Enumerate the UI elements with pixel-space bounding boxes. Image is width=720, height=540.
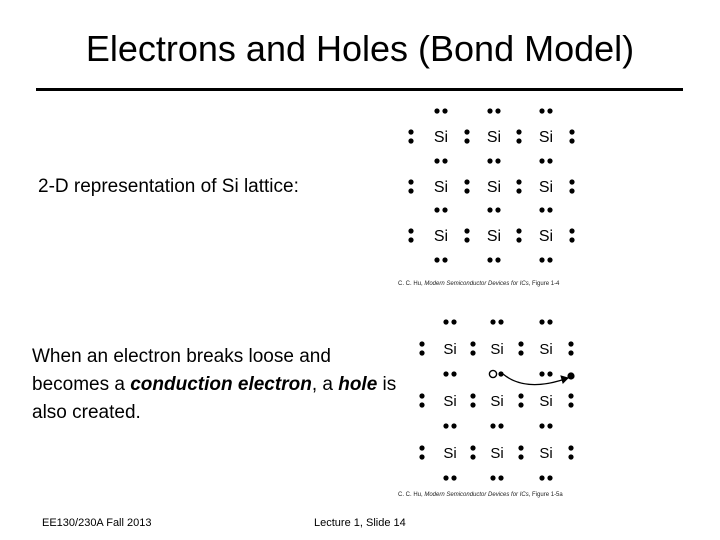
si-atom-label: Si xyxy=(486,179,502,196)
bond-electron-dot xyxy=(569,188,574,193)
bond-electron-dot xyxy=(442,207,447,212)
bond-electron-dot xyxy=(451,475,456,480)
bond-electron-dot xyxy=(490,319,495,324)
bond-electron-dot xyxy=(518,393,523,398)
bond-electron-dot xyxy=(498,319,503,324)
bond-electron-dot xyxy=(443,423,448,428)
bond-electron-dot xyxy=(495,207,500,212)
si-atom-label: Si xyxy=(539,341,553,358)
footer-slide-number: Lecture 1, Slide 14 xyxy=(314,517,406,529)
bond-electron-dot xyxy=(408,188,413,193)
bond-electron-dot xyxy=(443,475,448,480)
bond-electron-dot xyxy=(464,138,469,143)
bond-electron-dot xyxy=(419,445,424,450)
si-atom-label: Si xyxy=(490,393,504,410)
bond-electron-dot xyxy=(408,138,413,143)
title-underline xyxy=(36,88,683,91)
bond-electron-dot xyxy=(434,257,439,262)
hole-marker xyxy=(489,370,496,377)
bond-electron-dot xyxy=(408,179,413,184)
paragraph-part-1: When an electron breaks loose and becomes a xyxy=(32,346,331,395)
bond-electron-dot xyxy=(419,341,424,346)
paragraph-part-3: is also created. xyxy=(32,374,397,423)
bond-electron-dot xyxy=(568,393,573,398)
si-atom-label: Si xyxy=(443,393,457,410)
slide-title: Electrons and Holes (Bond Model) xyxy=(85,28,635,69)
term-hole: hole xyxy=(338,374,378,395)
bond-electron-dot xyxy=(547,207,552,212)
bond-electron-dot xyxy=(516,237,521,242)
bond-electron-dot xyxy=(547,257,552,262)
caption-1-figure: , Figure 1-4 xyxy=(528,281,560,287)
si-atom-label: Si xyxy=(443,445,457,462)
bond-electron-dot xyxy=(443,319,448,324)
free-electron xyxy=(567,372,574,379)
bond-electron-dot xyxy=(495,158,500,163)
bond-electron-dot xyxy=(498,475,503,480)
electron-hole-paragraph xyxy=(32,343,402,427)
bond-electron-dot xyxy=(470,350,475,355)
bond-electron-dot xyxy=(490,475,495,480)
bond-electron-dot xyxy=(547,371,552,376)
bond-electron-dot xyxy=(487,207,492,212)
bond-electron-dot xyxy=(516,138,521,143)
si-lattice-broken-bond xyxy=(408,305,608,480)
bond-electron-dot xyxy=(498,371,503,376)
caption-1-author: C. C. Hu, xyxy=(398,281,425,287)
si-atom-label: Si xyxy=(539,393,553,410)
bond-electron-dot xyxy=(487,108,492,113)
bond-electron-dot xyxy=(498,423,503,428)
bond-electron-dot xyxy=(518,454,523,459)
bond-electron-dot xyxy=(568,454,573,459)
si-atom-label: Si xyxy=(433,228,449,245)
bond-electron-dot xyxy=(408,228,413,233)
bond-electron-dot xyxy=(434,108,439,113)
bond-electron-dot xyxy=(470,445,475,450)
bond-electron-dot xyxy=(539,158,544,163)
bond-electron-dot xyxy=(569,179,574,184)
bond-electron-dot xyxy=(516,179,521,184)
bond-electron-dot xyxy=(539,108,544,113)
bond-electron-dot xyxy=(568,445,573,450)
bond-electron-dot xyxy=(451,423,456,428)
bond-electron-dot xyxy=(568,402,573,407)
bond-electron-dot xyxy=(539,207,544,212)
bond-electron-dot xyxy=(518,445,523,450)
bond-electron-dot xyxy=(539,319,544,324)
bond-electron-dot xyxy=(419,454,424,459)
bond-electron-dot xyxy=(487,257,492,262)
bond-electron-dot xyxy=(470,341,475,346)
si-atom-label: Si xyxy=(538,228,554,245)
bond-electron-dot xyxy=(569,228,574,233)
bond-electron-dot xyxy=(408,129,413,134)
term-conduction-electron: conduction electron xyxy=(130,374,312,395)
bond-electron-dot xyxy=(518,341,523,346)
bond-electron-dot xyxy=(408,237,413,242)
bond-electron-dot xyxy=(547,108,552,113)
bond-electron-dot xyxy=(495,257,500,262)
bond-electron-dot xyxy=(547,319,552,324)
bond-electron-dot xyxy=(547,158,552,163)
si-atom-label: Si xyxy=(538,129,554,146)
bond-electron-dot xyxy=(516,228,521,233)
bond-electron-dot xyxy=(442,257,447,262)
bond-electron-dot xyxy=(442,108,447,113)
bond-electron-dot xyxy=(539,257,544,262)
bond-electron-dot xyxy=(464,179,469,184)
bond-electron-dot xyxy=(569,237,574,242)
bond-electron-dot xyxy=(518,350,523,355)
bond-electron-dot xyxy=(434,158,439,163)
si-atom-label: Si xyxy=(486,228,502,245)
bond-electron-dot xyxy=(464,228,469,233)
bond-electron-dot xyxy=(434,207,439,212)
bond-electron-dot xyxy=(470,454,475,459)
bond-electron-dot xyxy=(451,371,456,376)
si-atom-label: Si xyxy=(433,129,449,146)
bond-electron-dot xyxy=(568,341,573,346)
bond-electron-dot xyxy=(539,371,544,376)
bond-electron-dot xyxy=(464,188,469,193)
arrowhead xyxy=(561,376,568,383)
lattice-label: 2-D representation of Si lattice: xyxy=(38,176,299,197)
bond-electron-dot xyxy=(490,423,495,428)
bond-electron-dot xyxy=(495,108,500,113)
bond-electron-dot xyxy=(518,402,523,407)
bond-electron-dot xyxy=(516,129,521,134)
caption-2-figure: , Figure 1-5a xyxy=(528,492,563,498)
si-atom-label: Si xyxy=(490,445,504,462)
bond-electron-dot xyxy=(419,402,424,407)
caption-2-book: Modern Semiconductor Devices for ICs xyxy=(424,492,529,498)
figure-caption-2 xyxy=(398,492,563,498)
electron-path-arrow xyxy=(503,374,568,385)
bond-electron-dot xyxy=(487,158,492,163)
si-atom-label: Si xyxy=(539,445,553,462)
bond-electron-dot xyxy=(419,393,424,398)
caption-2-author: C. C. Hu, xyxy=(398,492,425,498)
bond-electron-dot xyxy=(470,393,475,398)
figure-caption-1 xyxy=(398,281,559,287)
bond-electron-dot xyxy=(547,475,552,480)
si-lattice-intact xyxy=(395,95,595,265)
bond-electron-dot xyxy=(451,319,456,324)
bond-electron-dot xyxy=(470,402,475,407)
bond-electron-dot xyxy=(569,129,574,134)
bond-electron-dot xyxy=(516,188,521,193)
si-atom-label: Si xyxy=(486,129,502,146)
bond-electron-dot xyxy=(569,138,574,143)
si-atom-label: Si xyxy=(443,341,457,358)
bond-electron-dot xyxy=(464,237,469,242)
bond-electron-dot xyxy=(568,350,573,355)
bond-electron-dot xyxy=(539,423,544,428)
si-atom-label: Si xyxy=(490,341,504,358)
footer-course: EE130/230A Fall 2013 xyxy=(42,517,152,529)
bond-electron-dot xyxy=(442,158,447,163)
bond-electron-dot xyxy=(443,371,448,376)
bond-electron-dot xyxy=(547,423,552,428)
si-atom-label: Si xyxy=(538,179,554,196)
si-atom-label: Si xyxy=(433,179,449,196)
bond-electron-dot xyxy=(539,475,544,480)
bond-electron-dot xyxy=(419,350,424,355)
caption-1-book: Modern Semiconductor Devices for ICs xyxy=(424,281,529,287)
bond-electron-dot xyxy=(464,129,469,134)
paragraph-part-2: , a xyxy=(311,374,339,395)
